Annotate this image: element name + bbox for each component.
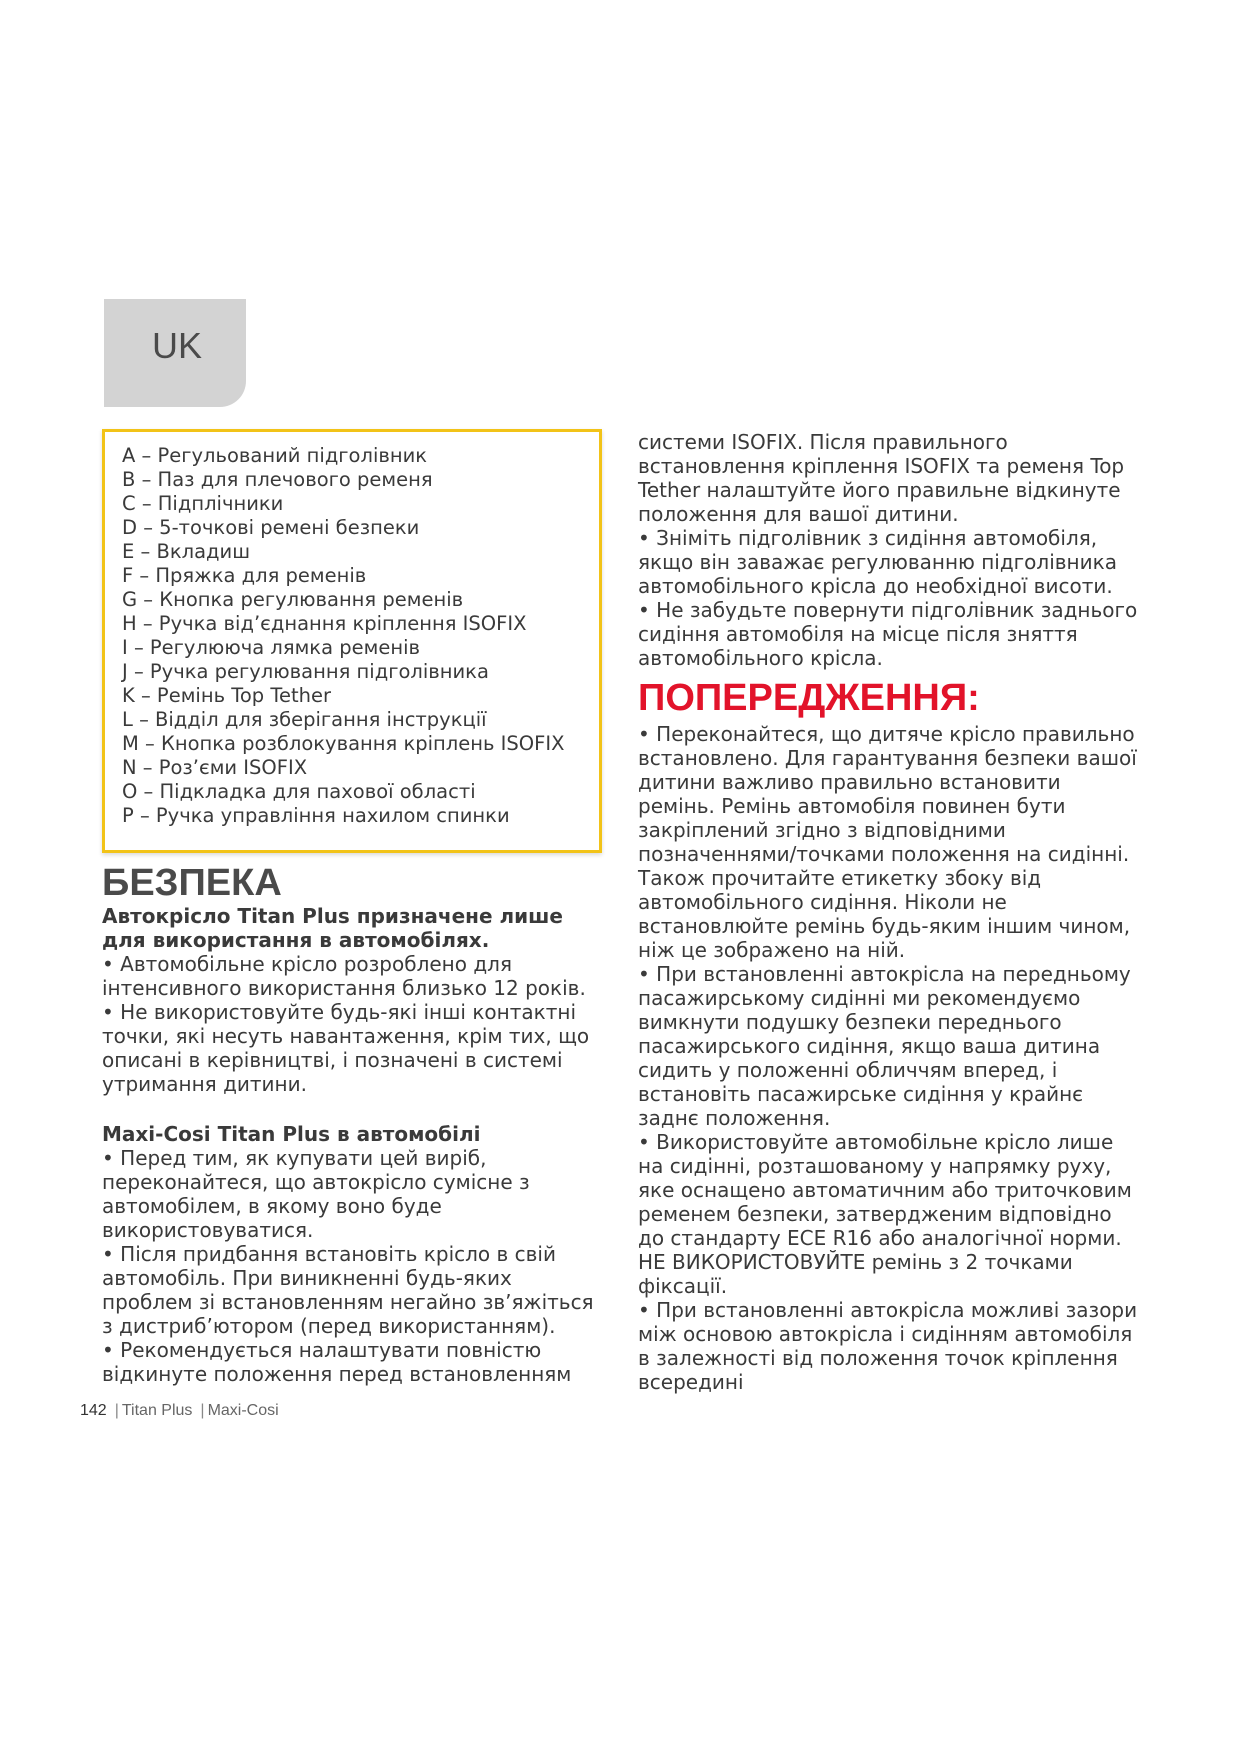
- left-column: [102, 862, 602, 1386]
- car-bullet: • Рекомендується налаштувати повністю відкинуте положення перед встановленням: [102, 1338, 572, 1386]
- warning-heading: ПОПЕРЕДЖЕННЯ:: [638, 677, 980, 719]
- headrest-bullet: • Не забудьте повернути підголівник заднього сидіння автомобіля на місце після зняття автомобільного крісла.: [638, 598, 1138, 670]
- isofix-continuation: системи ISOFIX. Після правильного встановлення кріплення ISOFIX та ременя Top Tether налаштуйте його правильне відкинуте положення для вашої дитини.: [638, 430, 1125, 526]
- language-tab: [104, 299, 246, 407]
- parts-item: A – Регульований підголівник: [122, 444, 428, 467]
- warning-paragraph: • При встановленні автокрісла можливі зазори між основою автокрісла і сидінням автомобіля в залежності від положення точок кріплення всередині: [638, 1298, 1138, 1394]
- parts-item: O – Підкладка для пахової області: [122, 780, 476, 803]
- parts-legend-box: [102, 429, 602, 853]
- footer-brand: Maxi-Cosi: [207, 1402, 279, 1419]
- parts-item: B – Паз для плечового ременя: [122, 468, 433, 491]
- safety-heading: БЕЗПЕКА: [102, 862, 282, 904]
- parts-item: E – Вкладиш: [122, 540, 251, 563]
- warning-paragraph: • Переконайтеся, що дитяче крісло правильно встановлено. Для гарантування безпеки вашої дитини важливо правильно встановити ремінь. Ремінь автомобіля повинен бути закріплений згідно з відповідними позначеннями/точками положення на сидінні.: [638, 722, 1137, 866]
- car-subheading: Maxi-Cosi Titan Plus в автомобілі: [102, 1122, 481, 1146]
- page-footer: [80, 1402, 279, 1420]
- headrest-bullet: • Зніміть підголівник з сидіння автомобіля, якщо він заважає регулюванню підголівника автомобільного крісла до необхідної висоти.: [638, 526, 1117, 598]
- parts-item: F – Пряжка для ременів: [122, 564, 367, 587]
- parts-item: J – Ручка регулювання підголівника: [122, 660, 489, 683]
- car-bullet: • Після придбання встановіть крісло в свій автомобіль. При виникненні будь-яких проблем зі встановленням негайно зв’яжіться з дистриб’ютором (перед використанням).: [102, 1242, 594, 1338]
- page-number: 142: [80, 1402, 107, 1419]
- parts-item: N – Роз’єми ISOFIX: [122, 756, 308, 779]
- parts-item: L – Відділ для зберігання інструкції: [122, 708, 487, 731]
- parts-item: I – Регулююча лямка ременів: [122, 636, 420, 659]
- footer-separator: |: [200, 1402, 205, 1419]
- car-bullet: • Перед тим, як купувати цей виріб, переконайтеся, що автокрісло сумісне з автомобілем, в якому воно буде використовуватися.: [102, 1146, 530, 1242]
- parts-item: D – 5-точкові ремені безпеки: [122, 516, 420, 539]
- parts-item: K – Ремінь Top Tether: [122, 684, 331, 707]
- parts-item: C – Підплічники: [122, 492, 284, 515]
- warning-paragraph: Також прочитайте етикетку збоку від автомобільного сидіння. Ніколи не встановлюйте ремінь будь-яким іншим чином, ніж це зображено на ній.: [638, 866, 1131, 962]
- warning-paragraph: • При встановленні автокрісла на передньому пасажирському сидінні ми рекомендуємо вимкнути подушку безпеки переднього пасажирського сидіння, якщо ваша дитина сидить у положенні обличчям вперед, і встановіть пасажирське сидіння у крайнє заднє положення.: [638, 962, 1131, 1130]
- right-column: [638, 430, 1138, 1394]
- safety-intro: Автокрісло Titan Plus призначене лише для використання в автомобілях.: [102, 904, 563, 952]
- language-code: UK: [152, 325, 203, 366]
- footer-separator: |: [114, 1402, 119, 1419]
- footer-product: Titan Plus: [121, 1402, 193, 1419]
- parts-item: H – Ручка від’єднання кріплення ISOFIX: [122, 612, 527, 635]
- parts-item: P – Ручка управління нахилом спинки: [122, 804, 510, 827]
- safety-bullet: • Автомобільне крісло розроблено для інтенсивного використання близько 12 років.: [102, 952, 586, 1000]
- warning-paragraph: • Використовуйте автомобільне крісло лише на сидінні, розташованому у напрямку руху, яке оснащено автоматичним або триточковим ременем безпеки, затвердженим відповідно до стандарту ECE R16 або аналогічної норми. НЕ ВИКОРИСТОВУЙТЕ ремінь з 2 точками фіксації.: [638, 1130, 1132, 1298]
- parts-item: M – Кнопка розблокування кріплень ISOFIX: [122, 732, 565, 755]
- safety-bullet: • Не використовуйте будь-які інші контактні точки, які несуть навантаження, крім тих, що описані в керівництві, і позначені в системі утримання дитини.: [102, 1000, 590, 1096]
- parts-item: G – Кнопка регулювання ременів: [122, 588, 464, 611]
- parts-list: [105, 432, 599, 828]
